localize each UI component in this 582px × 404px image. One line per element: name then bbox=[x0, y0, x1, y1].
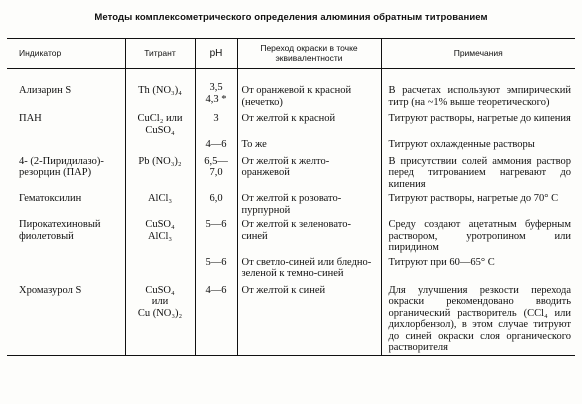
titrant-cell: CuCl₂ или CuSO₄ bbox=[125, 109, 195, 137]
indicator-cell: Гематоксилин bbox=[19, 193, 82, 204]
note-cell: Титруют растворы, нагретые до кипения bbox=[381, 109, 575, 137]
indicator-cell: Пирокатехиновый фиолетовый bbox=[19, 219, 101, 242]
header-titrant: Титрант bbox=[125, 39, 195, 69]
indicator-cell bbox=[7, 137, 125, 152]
transition-cell: То же bbox=[237, 137, 381, 152]
table-row bbox=[7, 281, 575, 356]
indicator-cell bbox=[7, 255, 125, 281]
methods-table bbox=[7, 38, 575, 356]
header-ph: pH bbox=[195, 39, 237, 69]
table-row bbox=[7, 217, 575, 255]
header-row bbox=[7, 39, 575, 69]
ph-cell: 4—6 bbox=[195, 281, 237, 356]
note-cell: В расчетах используют эмпирический титр (на ~1% выше теоретического) bbox=[381, 81, 575, 109]
note-cell: В присутствии солей аммония раствор перед титрованием нагревают до кипения bbox=[381, 152, 575, 192]
header-note: Примечания bbox=[381, 39, 575, 69]
ph-cell: 6,0 bbox=[195, 191, 237, 217]
titrant-cell: Pb (NO₃)₂ bbox=[125, 152, 195, 192]
ph-cell: 5—6 bbox=[195, 217, 237, 255]
ph-cell: 3,5 4,3 * bbox=[195, 81, 237, 109]
note-cell: Среду создают ацетатным буферным раствором, уротропином или пиридином bbox=[381, 217, 575, 255]
note-cell: Для улучшения резкости перехода окраски рекомендовано вводить органический растворитель (CCl₄ или дихлорбензол), в этом случае титруют до синей окраски слоя органического растворителя bbox=[381, 281, 575, 356]
table-row bbox=[7, 152, 575, 192]
table-row bbox=[7, 137, 575, 152]
transition-cell: От оранжевой к красной (нечетко) bbox=[237, 81, 381, 109]
titrant-cell: CuSO₄ или Cu (NO₃)₂ bbox=[125, 281, 195, 356]
note-cell: Титруют при 60—65° С bbox=[381, 255, 575, 281]
titrant-cell: AlCl₃ bbox=[125, 191, 195, 217]
transition-cell: От желтой к красной bbox=[237, 109, 381, 137]
table-row bbox=[7, 81, 575, 109]
ph-cell: 3 bbox=[195, 109, 237, 137]
note-cell: Титруют охлажденные растворы bbox=[381, 137, 575, 152]
header-transition: Переход окраски в точке эквивалентности bbox=[237, 39, 381, 69]
indicator-cell: 4- (2-Пиридилазо)-резорцин (ПАР) bbox=[19, 155, 104, 178]
titrant-cell: Th (NO₃)₄ bbox=[125, 81, 195, 109]
ph-cell: 6,5—7,0 bbox=[195, 152, 237, 192]
titrant-cell bbox=[125, 255, 195, 281]
transition-cell: От светло-синей или бледно-зеленой к темно-синей bbox=[237, 255, 381, 281]
transition-cell: От желтой к зеленовато-синей bbox=[237, 217, 381, 255]
transition-cell: От желтой к розовато-пурпурной bbox=[237, 191, 381, 217]
transition-cell: От желтой к синей bbox=[237, 281, 381, 356]
titrant-cell: CuSO₄ AlCl₃ bbox=[125, 217, 195, 255]
table-row bbox=[7, 109, 575, 137]
indicator-cell: Ализарин S bbox=[19, 85, 72, 96]
ph-cell: 5—6 bbox=[195, 255, 237, 281]
titrant-cell bbox=[125, 137, 195, 152]
note-cell: Титруют растворы, нагретые до 70° С bbox=[381, 191, 575, 217]
table-title: Методы комплексометрического определения алюминия обратным титрованием bbox=[94, 12, 488, 23]
table-row bbox=[7, 191, 575, 217]
indicator-cell: Хромазурол S bbox=[7, 281, 125, 356]
transition-cell: От желтой к желто-оранжевой bbox=[237, 152, 381, 192]
indicator-cell: ПАН bbox=[19, 113, 42, 124]
table-row bbox=[7, 255, 575, 281]
header-indicator: Индикатор bbox=[7, 39, 125, 69]
ph-cell: 4—6 bbox=[195, 137, 237, 152]
